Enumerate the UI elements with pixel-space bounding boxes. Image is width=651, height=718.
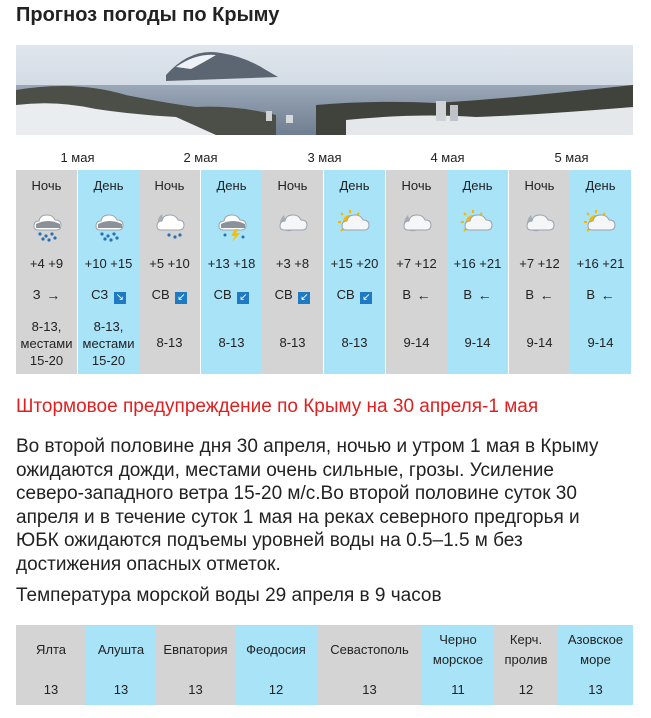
sea-location-name: Евпатория bbox=[163, 642, 228, 657]
sea-location-column bbox=[235, 625, 317, 705]
wind-arrow-icon: ↙ bbox=[362, 292, 371, 303]
forecast-column bbox=[16, 170, 77, 374]
forecast-wind-speed: 9-14 bbox=[464, 335, 491, 350]
forecast-temperature: +10 +15 bbox=[84, 256, 133, 271]
sea-location-name: Алушта bbox=[97, 642, 145, 657]
wind-arrow-icon: ← bbox=[539, 287, 554, 303]
sea-location-column bbox=[156, 625, 235, 705]
wind-direction: СВ bbox=[151, 287, 170, 302]
forecast-wind bbox=[386, 287, 447, 302]
wind-arrow-icon: ← bbox=[477, 287, 492, 303]
sun-cloud-icon bbox=[461, 208, 495, 242]
forecast-wind bbox=[324, 287, 385, 304]
page-title: Прогноз погоды по Крыму bbox=[16, 4, 280, 26]
wind-arrow-icon: ↙ bbox=[177, 292, 186, 303]
forecast-wind bbox=[16, 287, 77, 302]
forecast-column bbox=[509, 170, 570, 374]
sea-location-column bbox=[558, 625, 633, 705]
wind-direction: СВ bbox=[213, 287, 232, 302]
forecast-wind-speed: 9-14 bbox=[403, 335, 430, 350]
forecast-days-row bbox=[16, 150, 633, 168]
wind-direction: СЗ bbox=[91, 287, 109, 302]
forecast-wind-speed: 8-13 bbox=[279, 335, 306, 350]
forecast-temperature: +7 +12 bbox=[519, 256, 560, 271]
sea-temperature-value: 13 bbox=[188, 682, 203, 697]
sea-location-name: Севастополь bbox=[330, 642, 409, 657]
forecast-wind bbox=[201, 287, 262, 304]
sea-temperature-value: 13 bbox=[113, 682, 129, 697]
sun-cloud-icon bbox=[584, 208, 618, 242]
forecast-wind-speed: 8-13, местами 15-20 bbox=[20, 319, 73, 368]
wind-arrow-icon: ← bbox=[600, 287, 615, 303]
forecast-wind bbox=[78, 287, 139, 304]
wind-direction: В bbox=[402, 287, 412, 302]
moon-cloud-icon bbox=[400, 208, 434, 242]
forecast-wind bbox=[509, 287, 570, 302]
wind-direction: СВ bbox=[336, 287, 355, 302]
forecast-part-label: День bbox=[339, 178, 370, 193]
storm-warning-heading: Штормовое предупреждение по Крыму на 30 апреля-1 мая bbox=[16, 396, 539, 417]
day-label: 3 мая bbox=[307, 150, 342, 165]
wind-arrow-icon: ↙ bbox=[300, 292, 309, 303]
wind-arrow-icon: ↙ bbox=[239, 292, 248, 303]
forecast-wind-speed: 8-13, местами 15-20 bbox=[82, 319, 135, 368]
forecast-wind bbox=[262, 287, 323, 304]
forecast-wind bbox=[570, 287, 631, 302]
forecast-temperature: +7 +12 bbox=[396, 256, 437, 271]
day-label: 2 мая bbox=[183, 150, 218, 165]
sea-location-name: Азовское море bbox=[567, 632, 624, 667]
forecast-column bbox=[447, 170, 508, 374]
forecast-part-label: Ночь bbox=[277, 178, 308, 193]
forecast-temperature: +15 +20 bbox=[330, 256, 379, 271]
forecast-table bbox=[16, 170, 633, 374]
wind-direction: В bbox=[586, 287, 596, 302]
forecast-part-label: День bbox=[585, 178, 616, 193]
forecast-part-label: Ночь bbox=[154, 178, 185, 193]
forecast-column bbox=[139, 170, 200, 374]
sea-location-name: Черно морское bbox=[432, 632, 484, 667]
sea-temperature-value: 13 bbox=[588, 682, 603, 697]
forecast-wind-speed: 9-14 bbox=[526, 335, 553, 350]
sea-temperature-table bbox=[16, 625, 633, 705]
forecast-part-label: День bbox=[216, 178, 247, 193]
forecast-column bbox=[78, 170, 139, 374]
day-label: 4 мая bbox=[430, 150, 465, 165]
forecast-part-label: Ночь bbox=[524, 178, 555, 193]
forecast-column bbox=[386, 170, 447, 374]
sea-temperature-value: 13 bbox=[362, 682, 377, 697]
forecast-wind-speed: 9-14 bbox=[587, 335, 614, 350]
storm-warning-text: Во второй половине дня 30 апреля, ночью и утром 1 мая в Крыму ожидаются дожди, местами очень сильные, грозы. Усиление северо-западного ветра 15-20 м/с.Во второй половине суток 30 апреля и в течение суток 1 мая на реках северного предгорья и ЮБК ожидаются подъемы уровней воды на 0.5–1.5 м без достижения опасных отметок. bbox=[16, 436, 599, 575]
sea-temperature-value: 12 bbox=[268, 682, 284, 697]
forecast-column bbox=[570, 170, 631, 374]
forecast-wind bbox=[139, 287, 200, 304]
rain-cloud-icon bbox=[92, 208, 126, 242]
forecast-column bbox=[262, 170, 323, 374]
forecast-part-label: День bbox=[462, 178, 493, 193]
wind-direction: В bbox=[463, 287, 473, 302]
sea-location-column bbox=[317, 625, 422, 705]
wind-direction: В bbox=[525, 287, 535, 302]
sea-location-column bbox=[16, 625, 86, 705]
forecast-wind-speed: 8-13 bbox=[218, 335, 245, 350]
moon-cloud-icon bbox=[276, 208, 310, 242]
sea-temperature-value: 13 bbox=[43, 682, 59, 697]
day-label: 1 мая bbox=[60, 150, 95, 165]
forecast-temperature: +16 +21 bbox=[453, 256, 502, 271]
sea-location-column bbox=[86, 625, 156, 705]
forecast-part-label: Ночь bbox=[401, 178, 432, 193]
forecast-wind-speed: 8-13 bbox=[156, 335, 183, 350]
forecast-wind-speed: 8-13 bbox=[341, 335, 368, 350]
wind-arrow-icon: ↘ bbox=[115, 292, 125, 303]
mountain-photo-image bbox=[16, 45, 633, 135]
moon-cloud-icon bbox=[523, 208, 557, 242]
crimea-landscape-banner bbox=[16, 45, 633, 135]
sea-location-name: Ялта bbox=[35, 642, 66, 657]
forecast-temperature: +5 +10 bbox=[149, 256, 190, 271]
forecast-temperature: +3 +8 bbox=[275, 256, 310, 271]
forecast-column bbox=[201, 170, 262, 374]
sea-location-name: Керч. пролив bbox=[504, 632, 548, 667]
sea-temperature-heading: Температура морской воды 29 апреля в 9 часов bbox=[16, 585, 442, 606]
sea-location-column bbox=[422, 625, 494, 705]
sun-cloud-icon bbox=[338, 208, 372, 242]
forecast-part-label: День bbox=[93, 178, 124, 193]
forecast-column bbox=[324, 170, 385, 374]
sea-temperature-value: 11 bbox=[451, 682, 465, 697]
wind-arrow-icon: → bbox=[46, 287, 61, 303]
wind-direction: СВ bbox=[274, 287, 293, 302]
forecast-wind bbox=[447, 287, 508, 302]
moon-rain-icon bbox=[153, 208, 187, 242]
forecast-part-label: Ночь bbox=[31, 178, 62, 193]
forecast-temperature: +4 +9 bbox=[29, 256, 64, 271]
wind-arrow-icon: ← bbox=[416, 287, 431, 303]
thunderstorm-icon bbox=[215, 208, 249, 242]
forecast-temperature: +13 +18 bbox=[207, 256, 256, 271]
day-label: 5 мая bbox=[554, 150, 589, 165]
sea-location-column bbox=[494, 625, 558, 705]
sea-temperature-value: 12 bbox=[518, 682, 534, 697]
sea-location-name: Феодосия bbox=[246, 642, 306, 657]
wind-direction: З bbox=[32, 287, 41, 302]
forecast-temperature: +16 +21 bbox=[576, 256, 625, 271]
rain-cloud-icon bbox=[30, 208, 64, 242]
